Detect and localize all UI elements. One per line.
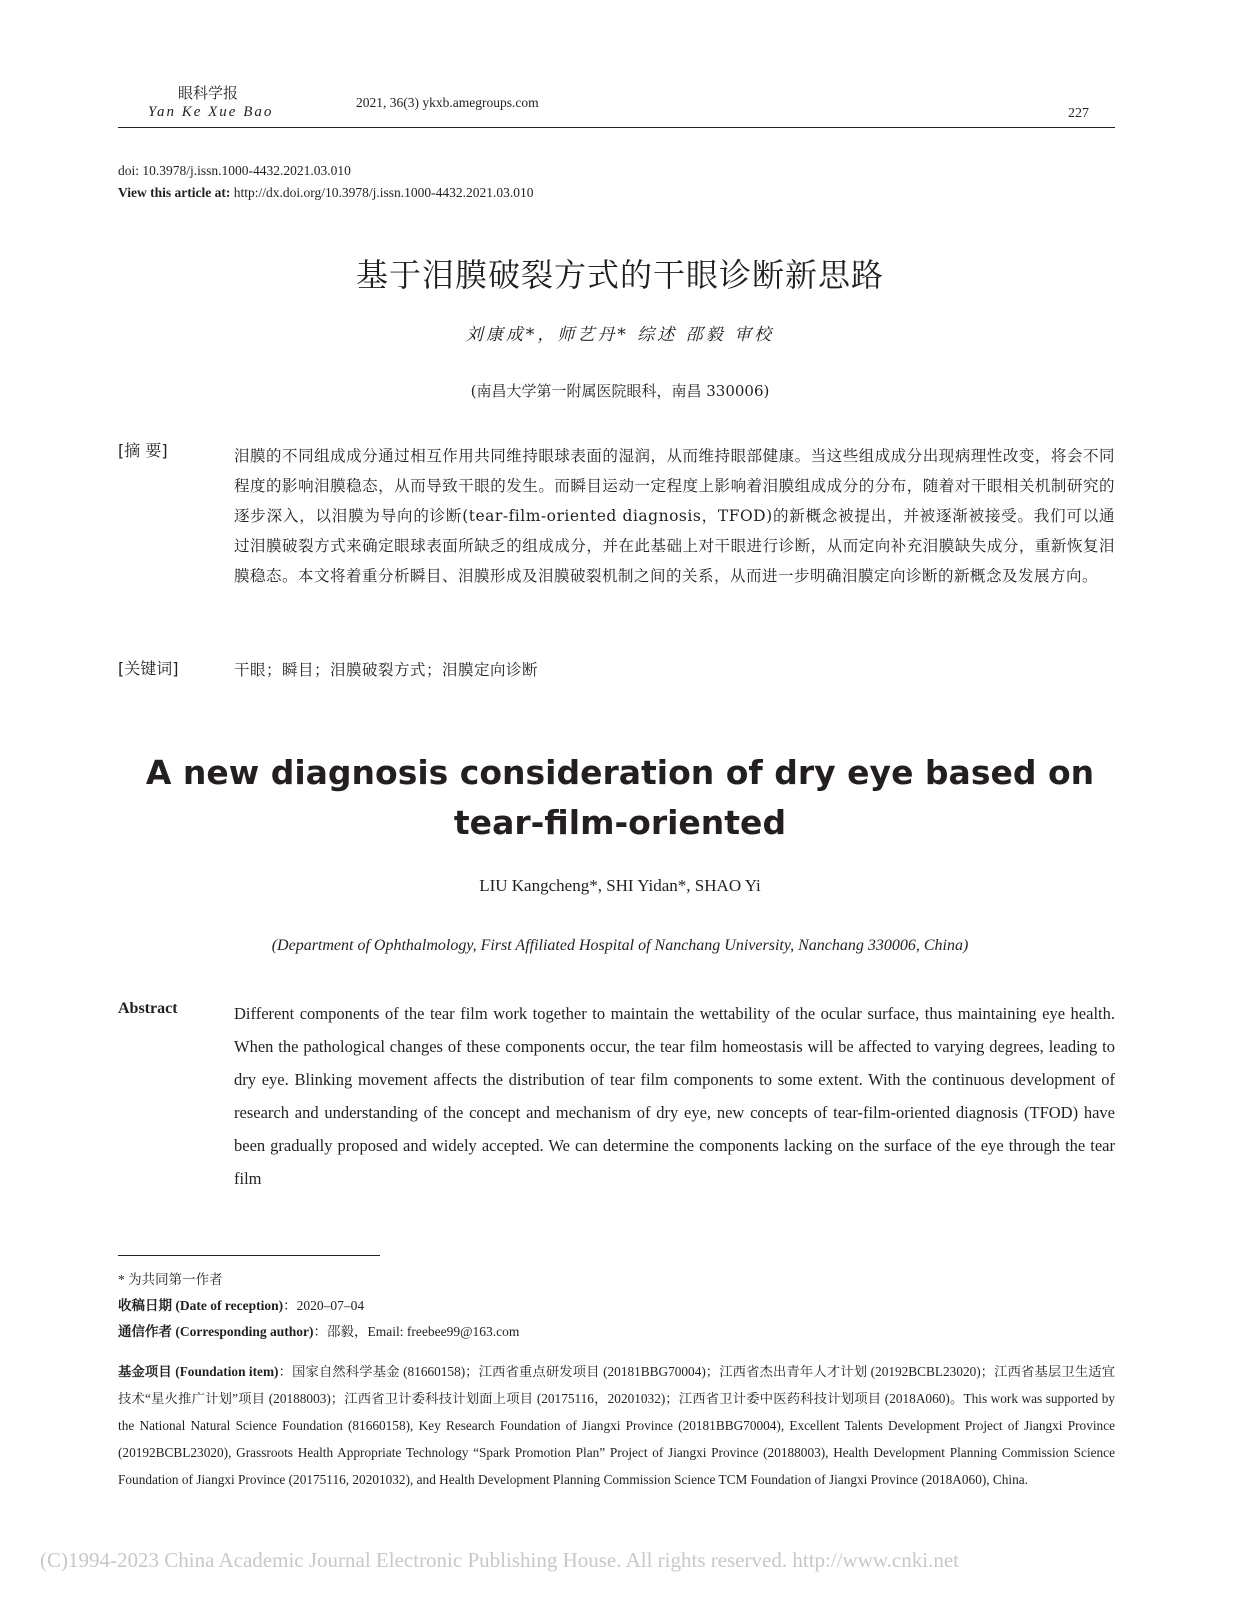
- article-title-cn: 基于泪膜破裂方式的干眼诊断新思路: [355, 256, 884, 294]
- reception-value: ：2020–07–04: [283, 1298, 365, 1313]
- journal-name-cn: 眼科学报: [178, 84, 239, 102]
- abstract-en: Different components of the tear film work together to maintain the wettability of the ocular surface, thus maintaining eye health. When the pathological changes of these components occur, the tear film homeostasis will be affected to varying degrees, leading to dry eye. Blinking movement affects the distribution of tear film components to some extent. With the continuous development of research and understanding of the concept and mechanism of dry eye, new concepts of tear-film-oriented diagnosis (TFOD) have been gradually proposed and widely accepted. We can determine the components lacking on the surface of the eye through the tear film: [234, 1004, 1115, 1188]
- corresponding-label: 通信作者 (Corresponding author): [118, 1324, 314, 1339]
- view-article-line: [118, 185, 533, 201]
- article-title-en-line-1: A new diagnosis consideration of dry eye based on: [145, 753, 1095, 792]
- page-number: 227: [1068, 106, 1089, 121]
- header-rule: [118, 127, 1115, 128]
- corresponding-value: ：邵毅，Email: freebee99@163.com: [313, 1324, 520, 1339]
- footnote-co-first: * 为共同第一作者: [118, 1272, 223, 1287]
- affiliation-en: (Department of Ophthalmology, First Affiliated Hospital of Nanchang University, Nanchang 330006, China): [271, 937, 969, 954]
- footnote-rule: [118, 1255, 380, 1256]
- abstract-cn: 泪膜的不同组成成分通过相互作用共同维持眼球表面的湿润，从而维持眼部健康。当这些组成成分出现病理性改变，将会不同程度的影响泪膜稳态，从而导致干眼的发生。而瞬目运动一定程度上影响着泪膜组成成分的分布，随着对干眼相关机制研究的逐步深入，以泪膜为导向的诊断(tear-film-oriented diagnosis，TFOD)的新概念被提出，并被逐渐被接受。我们可以通过泪膜破裂方式来确定眼球表面所缺乏的组成成分，并在此基础上对干眼进行诊断，从而定向补充泪膜缺失成分，重新恢复泪膜稳态。本文将着重分析瞬目、泪膜形成及泪膜破裂机制之间的关系，从而进一步明确泪膜定向诊断的新概念及发展方向。: [234, 447, 1115, 585]
- view-article-label: View this article at:: [118, 185, 231, 200]
- authors-cn: 刘康成*，师艺丹* 综述 邵毅 审校: [465, 325, 775, 345]
- footnote-reception: [118, 1294, 364, 1314]
- copyright-watermark: (C)1994-2023 China Academic Journal Electronic Publishing House. All rights reserved. http://www.cnki.net: [40, 1548, 959, 1572]
- abstract-cn-label: [摘 要]: [118, 441, 168, 460]
- journal-name-en: Yan Ke Xue Bao: [148, 104, 274, 120]
- footnote-corresponding: [118, 1320, 519, 1340]
- foundation-value: ：国家自然科学基金 (81660158)；江西省重点研发项目 (20181BBG70004)；江西省杰出青年人才计划 (20192BCBL23020)；江西省基层卫生适宜技术“星火推广计划”项目 (20188003)；江西省卫计委科技计划面上项目 (20175116，20201032)；江西省卫计委中医药科技计划项目 (2018A060)。This work was supported by the National Natural Science Foundation (81660158), Key Research Foundation of Jiangxi Province (20181BBG70004), Excellent Talents Development Project of Jiangxi Province (20192BCBL23020), Grassroots Health Appropriate Technology “Spark Promotion Plan” Project of Jiangxi Province (20188003), Health Development Planning Commission Science Foundation of Jiangxi Province (20175116, 20201032), and Health Development Planning Commission Science TCM Foundation of Jiangxi Province (2018A060), China.: [118, 1364, 1116, 1487]
- abstract-en-label: Abstract: [118, 1000, 178, 1017]
- affiliation-cn: (南昌大学第一附属医院眼科，南昌 330006): [470, 382, 770, 400]
- article-title-en-line-2: tear-film-oriented: [453, 803, 787, 842]
- keywords-cn-label: [关键词]: [118, 659, 179, 678]
- reception-label: 收稿日期 (Date of reception): [118, 1298, 284, 1313]
- keywords-cn: 干眼；瞬目；泪膜破裂方式；泪膜定向诊断: [234, 661, 539, 679]
- authors-en: LIU Kangcheng*, SHI Yidan*, SHAO Yi: [479, 876, 761, 895]
- doi-line: doi: 10.3978/j.issn.1000-4432.2021.03.010: [118, 163, 351, 178]
- footnote-foundation: [118, 1358, 1115, 1493]
- foundation-label: 基金项目 (Foundation item): [118, 1364, 279, 1379]
- doi-link[interactable]: http://dx.doi.org/10.3978/j.issn.1000-4432.2021.03.010: [230, 185, 534, 200]
- article-title-en: [0, 748, 1240, 848]
- issue-info: 2021, 36(3) ykxb.amegroups.com: [356, 95, 539, 110]
